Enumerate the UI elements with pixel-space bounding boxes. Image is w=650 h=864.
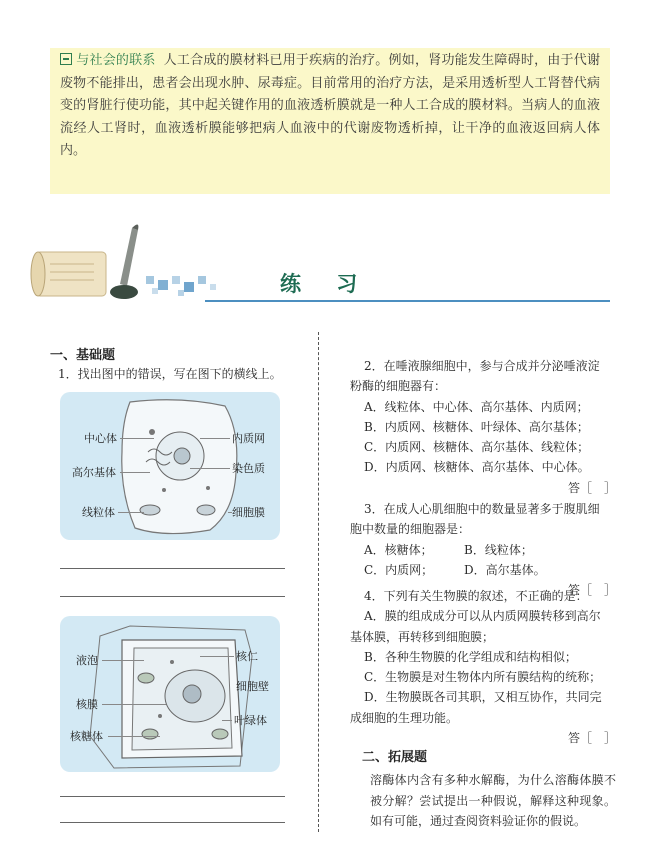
- label-chloroplast: 叶绿体: [234, 714, 267, 727]
- question-3-options-row: [364, 560, 616, 580]
- question-1-stem: 1．找出图中的错误，写在图下的横线上。: [58, 367, 282, 381]
- label-ribosome: 核糖体: [70, 730, 103, 743]
- answer-line[interactable]: [60, 822, 285, 823]
- question-2-option-d: D．内质网、核糖体、高尔基体、中心体。: [364, 460, 590, 475]
- question-2: [350, 356, 616, 498]
- question-3-option-a: A．核糖体；: [364, 542, 433, 557]
- question-3-option-b: B．线粒体；: [464, 542, 533, 557]
- question-2-option-a: A．线粒体、中心体、高尔基体、内质网；: [364, 399, 589, 414]
- quill-pen-icon: [110, 224, 138, 299]
- question-2-stem-line: 2．在唾液腺细胞中，参与合成并分泌唾液淀: [364, 359, 600, 373]
- question-4-stem: 4．下列有关生物膜的叙述，不正确的是：: [364, 589, 588, 603]
- social-connection-text-block: [60, 50, 600, 163]
- social-connection-body: 人工合成的膜材料已用于疾病的治疗。例如，肾功能发生障碍时，由于代谢废物不能排出，患者会出现水肿、尿毒症。目前常用的治疗方法，是采用透析型人工肾替代病变的肾脏行使功能，其中起关键作用的血液透析膜就是一种人工合成的膜材料。当病人的血液流经人工肾时，血液透析膜能够把病人血液中的代谢废物透析掉，让干净的血液返回病人体内。: [60, 53, 600, 158]
- question-4-option-d: D．生物膜既各司其职，又相互协作，共同完: [364, 690, 602, 705]
- question-2-option-b: B．内质网、核糖体、叶绿体、高尔基体；: [364, 419, 589, 434]
- social-connection-heading: 与社会的联系: [60, 53, 156, 68]
- basic-section-heading: 一、基础题: [50, 348, 116, 363]
- scroll-icon: [31, 252, 106, 296]
- animal-cell-figure: [60, 392, 280, 540]
- label-er: 内质网: [232, 432, 265, 445]
- question-4-option-c: C．生物膜是对生物体内所有膜结构的统称；: [364, 670, 602, 685]
- title-underline: [205, 300, 610, 302]
- answer-line[interactable]: [60, 568, 285, 569]
- question-4-answer-bracket[interactable]: 答［ ］: [567, 731, 616, 746]
- label-nucleolus: 核仁: [236, 650, 258, 663]
- leader-line: [200, 656, 234, 657]
- exercise-banner-decoration: [28, 222, 618, 312]
- leader-line: [102, 704, 166, 705]
- question-4-option-d-cont: 成细胞的生理功能。: [350, 710, 459, 725]
- question-3-answer-bracket[interactable]: 答［ ］: [567, 583, 616, 598]
- leader-line: [102, 660, 144, 661]
- question-3-option-c: C．内质网；: [364, 562, 434, 577]
- answer-line[interactable]: [60, 796, 285, 797]
- answer-line[interactable]: [60, 596, 285, 597]
- leader-line: [120, 472, 150, 473]
- leader-line: [200, 438, 230, 439]
- label-mitochondria: 线粒体: [82, 506, 115, 519]
- leader-line: [222, 720, 232, 721]
- label-membrane: 细胞膜: [232, 506, 265, 519]
- question-2-stem-line: 粉酶的细胞器有：: [350, 379, 447, 394]
- label-vacuole: 液泡: [76, 654, 98, 667]
- question-2-answer-bracket[interactable]: 答［ ］: [567, 480, 616, 495]
- question-4: [350, 586, 616, 748]
- leader-line: [190, 468, 230, 469]
- book-icon: [60, 53, 72, 65]
- column-divider: [318, 332, 319, 832]
- extension-section-heading: 二、拓展题: [362, 750, 428, 765]
- label-golgi: 高尔基体: [72, 466, 116, 479]
- question-3-stem-line: 胞中数量的细胞器是：: [350, 522, 471, 537]
- label-chromatin: 染色质: [232, 462, 265, 475]
- leader-line: [228, 512, 232, 513]
- pixel-pattern-decoration: [146, 276, 216, 296]
- question-3-stem-line: 3．在成人心肌细胞中的数量显著多于腹肌细: [364, 502, 600, 516]
- leader-line: [118, 512, 144, 513]
- plant-cell-diagram: [60, 616, 280, 772]
- question-4-option-a: A．膜的组成成分可以从内质网膜转移到高尔: [364, 609, 601, 624]
- question-3-options-row: [364, 540, 616, 560]
- leader-line: [108, 736, 160, 737]
- question-4-option-b: B．各种生物膜的化学组成和结构相似；: [364, 649, 577, 664]
- exercise-section-title: 练 习: [280, 272, 372, 296]
- label-centrosome: 中心体: [84, 432, 117, 445]
- label-nuclear-membrane: 核膜: [76, 698, 98, 711]
- leader-line: [120, 438, 154, 439]
- label-cell-wall: 细胞壁: [236, 680, 269, 693]
- question-2-option-c: C．内质网、核糖体、高尔基体、线粒体；: [364, 440, 590, 455]
- question-3-option-d: D．高尔基体。: [464, 562, 546, 577]
- extension-question-text: 溶酶体内含有多种水解酶，为什么溶酶体膜不被分解？尝试提出一种假说，解释这种现象。如有可能，通过查阅资料验证你的假说。: [370, 773, 616, 828]
- question-4-option-a-cont: 基体膜，再转移到细胞膜；: [350, 629, 495, 644]
- plant-cell-figure: [60, 616, 280, 772]
